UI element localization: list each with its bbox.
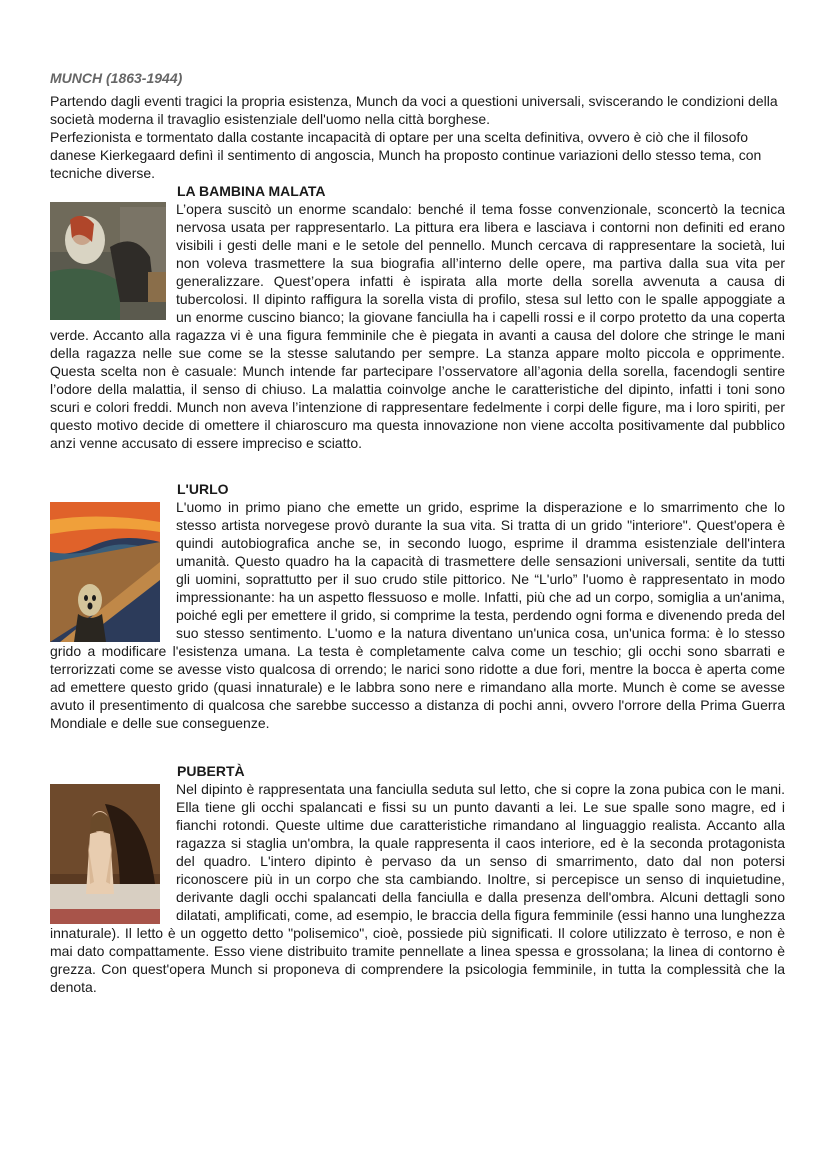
section-sick-child (50, 182, 785, 452)
intro (50, 92, 780, 182)
section-text: L’opera suscitò un enorme scandalo: benché il tema fosse convenzionale, sconcertò la tecnica nervosa usata per rappresentarlo. La pittura era libera e lasciava i contorni non definiti ed erano visibili i gesti delle mani e le setole del pennello. Munch cercava di rappresentare la società, lui non voleva trasmettere la sua biografia all’interno delle opere, ma partiva dalla sua vita per generalizzare. Quest’opera infatti è ispirata alla morte della sorella avvenuta a causa di tubercolosi. Il dipinto raffigura la sorella vista di profilo, stesa sul letto con le spalle appoggiate a un enorme cuscino bianco; la giovane fanciulla ha i capelli rossi e il corpo protetto da una coperta verde. Accanto alla ragazza vi è una figura femminile che è piegata in avanti a causa del dolore che stringe le mani della ragazza nelle sue come se la stesse salutando per sempre. La stanza appare molto piccola e opprimente. Questa scelta non è casuale: Munch intende far partecipare l’osservatore all’agonia della sorella, facendogli sentire l’odore della malattia, il senso di chiuso. La malattia coinvolge anche le caratteristiche del dipinto, infatti i toni sono scuri e colori freddi. Munch non aveva l’intenzione di rappresentare fedelmente i corpi delle figure, ma i loro spiriti, per questo motivo decide di omettere il chiaroscuro ma questa innovazione non viene accolta positivamente dal pubblico anzi venne accusato di essere impreciso e sciatto. (50, 201, 785, 451)
section-heading: LA BAMBINA MALATA (177, 183, 326, 199)
section-heading: PUBERTÀ (177, 763, 245, 779)
intro-paragraph: Partendo dagli eventi tragici la propria esistenza, Munch da voci a questioni universali, sviscerando le condizioni della società moderna il travaglio esistenziale dell'uomo nella città borghese. (50, 93, 778, 127)
painting-sick-child (50, 202, 166, 320)
section-puberty (50, 762, 785, 996)
painting-the-scream (50, 502, 166, 642)
intro-paragraph: Perfezionista e tormentato dalla costante incapacità di optare per una scelta definitiva, ovvero è ciò che il filosofo danese Kierkegaard definì il sentimento di angoscia, Munch ha proposto continue variazioni dello stesso tema, con tecniche diverse. (50, 129, 762, 181)
page-title: MUNCH (1863-1944) (50, 70, 183, 86)
section-text: L'uomo in primo piano che emette un grido, esprime la disperazione e lo smarrimento che lo stesso artista norvegese provò durante la sua vita. Si tratta di un grido "interiore". Quest'opera è quindi autobiografica anche se, in secondo luogo, esprime il dramma esistenziale dell'intera umanità. Questo quadro ha la capacità di trasmettere delle sensazioni universali, sentite da tutti gli uomini, soprattutto per il suo crudo stile pittorico. Ne “L'urlo” l'uomo è rappresentato in modo impressionante: ha un aspetto flessuoso e molle. Infatti, più che ad un corpo, somiglia a un'anima, poiché egli per emettere il grido, si comprime la testa, perdendo ogni forma e divenendo preda del suo stesso sentimento. L'uomo e la natura diventano un'unica cosa, un'unica forma: è lo stesso grido a modificare l'esistenza umana. La testa è completamente calva come un teschio; gli occhi sono sbarrati e terrorizzati come se avesse visto qualcosa di orrendo; le narici sono ridotte a due fori, mentre la bocca è aperta come ad emettere questo grido (quasi innaturale) e le labbra sono nere e rimandano alla morte. Munch è come se avesse avuto il presentimento di qualcosa che sarebbe successo a distanza di pochi anni, ovvero l'orrore della Prima Guerra Mondiale e delle sue conseguenze. (50, 499, 785, 731)
section-the-scream (50, 480, 785, 732)
section-heading: L'URLO (177, 481, 229, 497)
painting-puberty (50, 784, 166, 924)
section-text: Nel dipinto è rappresentata una fanciulla seduta sul letto, che si copre la zona pubica con le mani. Ella tiene gli occhi spalancati e fissi su un punto davanti a lei. Le sue spalle sono magre, ed i fianchi rotondi. Queste ultime due caratteristiche rimandano al linguaggio realista. Accanto alla ragazza si staglia un'ombra, la quale rappresenta il caos interiore, ed è la seconda protagonista del quadro. L'intero dipinto è pervaso da un senso di smarrimento, dato dal non potersi riconoscere più in un corpo che sta cambiando. Inoltre, si percepisce un senso di inquietudine, derivante dagli occhi spalancati della fanciulla e dalla presenza dell'ombra. Alcuni dettagli sono dilatati, amplificati, come, ad esempio, le braccia della figura femminile (essi hanno una lunghezza innaturale). Il letto è un oggetto detto "polisemico", cioè, possiede più significati. Il colore utilizzato è terroso, e non è mai dato compattamente. Esso viene distribuito tramite pennellate a linea spessa e grossolana; la linea di contorno è grezza. Con quest'opera Munch si proponeva di comprendere la psicologia femminile, in tutta la complessità che la denota. (50, 781, 785, 995)
